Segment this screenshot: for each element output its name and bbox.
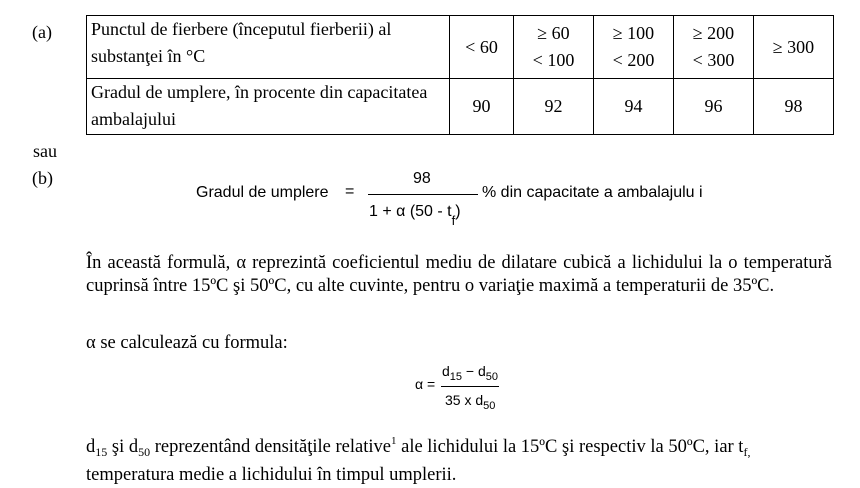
table-row [87, 79, 834, 135]
formula-lhs: Gradul de umplere [196, 184, 329, 201]
alpha-denominator: 35 x $d_{50}$ [445, 392, 496, 412]
boiling-point-label: Punctul de fierbere (începutul fierberii) al substanţei în °C [87, 16, 450, 79]
sau-label: sau [33, 141, 57, 161]
footnote-marker: 1 [390, 435, 397, 447]
table-cell: 92 [514, 79, 594, 135]
alpha-numerator: $d_{15} - d_{50}$ [442, 363, 499, 383]
table-cell: 94 [594, 79, 674, 135]
paragraph-densities: $d_{15}$ şi $d_{50}$ reprezentând densităţile relative$^1$ ale lichidului la 15ºC şi respectiv la 50ºC, iar $t_{f,}$ temperatura medie a lichidului în timpul umplerii. [86, 435, 751, 485]
table-cell: < 60 [450, 16, 514, 79]
table-row [87, 16, 834, 79]
alpha-lhs: α = [415, 376, 436, 392]
filling-degree-table [86, 15, 834, 135]
table-cell: 98 [754, 79, 834, 135]
row-label-b: (b) [32, 168, 53, 188]
formula-numerator: 98 [413, 170, 431, 187]
row-label-a: (a) [32, 22, 52, 42]
fraction-line [368, 194, 478, 195]
filling-degree-label: Gradul de umplere, în procente din capacitatea ambalajului [87, 79, 450, 135]
formula-rhs: % din capacitate a ambalajulu i [482, 184, 703, 201]
table-cell: ≥ 200 < 300 [674, 16, 754, 79]
table-cell: 90 [450, 79, 514, 135]
table-cell: ≥ 300 [754, 16, 834, 79]
fraction-line [441, 386, 499, 387]
table-cell: ≥ 100 < 200 [594, 16, 674, 79]
paragraph-alpha-definition: În această formulă, α reprezintă coeficientul mediu de dilatare cubică a lichidului la o temperatură cuprinsă între 15ºC şi 50ºC, cu alte cuvinte, pentru o variaţie maximă a temperaturii de 35ºC. [86, 253, 832, 296]
formula-denominator: 1 + α $(50 - t_f)$ [369, 203, 461, 228]
formula-equals: = [345, 183, 355, 200]
table-cell: 96 [674, 79, 754, 135]
paragraph-alpha-formula-intro: α se calculează cu formula: [86, 333, 288, 353]
table-cell: ≥ 60 < 100 [514, 16, 594, 79]
